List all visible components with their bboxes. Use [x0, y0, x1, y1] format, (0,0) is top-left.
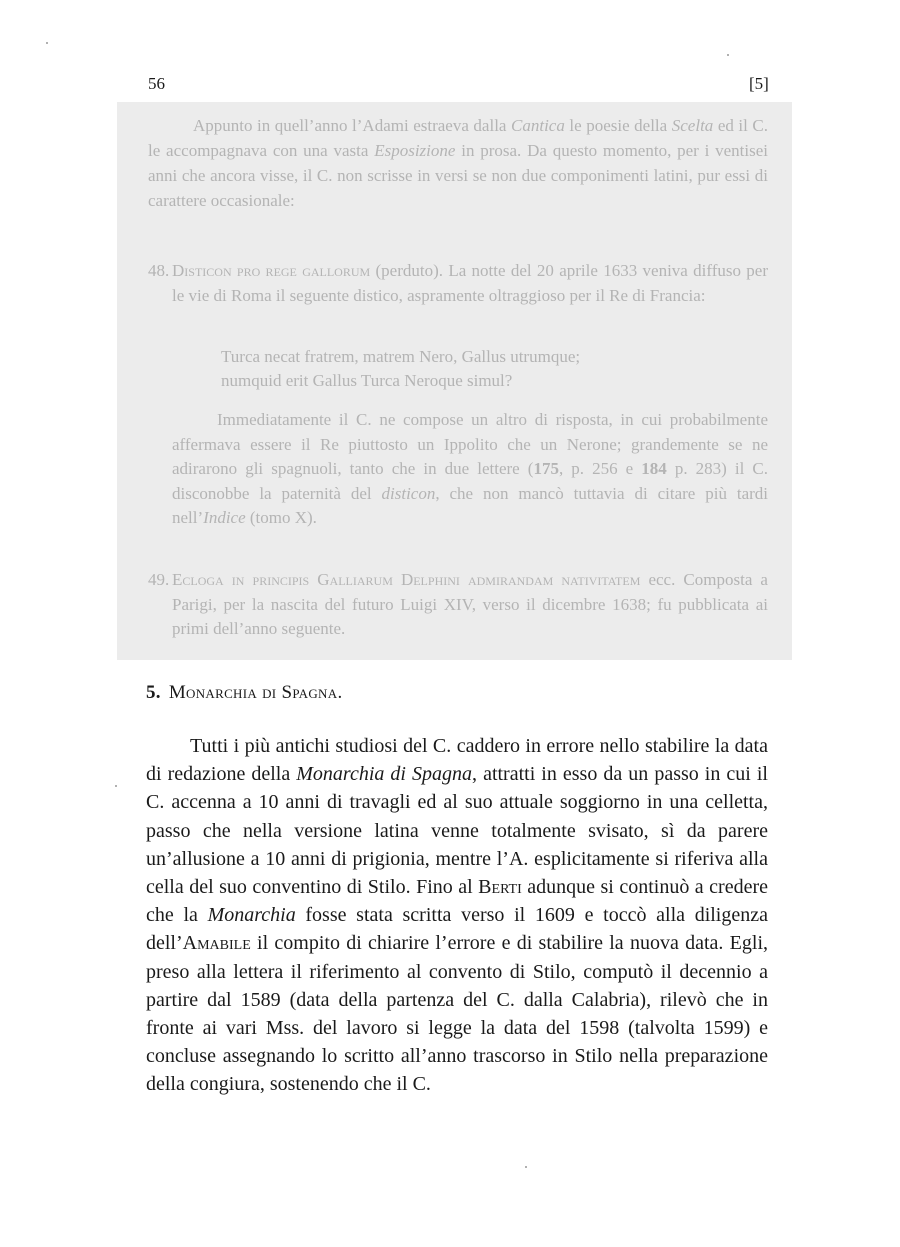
verse-line: numquid erit Gallus Turca Neroque simul? [221, 371, 513, 390]
speck [46, 42, 48, 44]
faded-text-block [117, 102, 792, 660]
speck [525, 1166, 527, 1168]
section-heading: 5. Monarchia di Spagna. [146, 682, 343, 703]
distich-verse [221, 345, 580, 393]
verse-line: Turca necat fratrem, matrem Nero, Gallus utrumque; [221, 347, 581, 366]
speck [115, 785, 117, 787]
faded-paragraph: Immediatamente il C. ne compose un altro di risposta, in cui probabilmente affermava essere il Re piuttosto un Ippolito che un Nerone; grandemente se ne adirarono gli spagnuoli, tanto che in due lettere (175, p. 256 e 184 p. 283) il C. disconobbe la paternità del disticon, che non mancò tuttavia di citare più tardi nell’Indice (tomo X). [172, 410, 769, 527]
entry-49: 49. Ecloga in principis Galliarum Delphini admirandam nativitatem ecc. Composta a Parigi, per la nascita del futuro Luigi XIV, verso il dicembre 1638; fu pubblicata ai primi dell’anno seguente. [148, 570, 768, 638]
page-number: 56 [148, 74, 165, 93]
entry-title: Ecloga in principis Galliarum Delphini admirandam nativitatem [172, 570, 641, 589]
faded-intro-paragraph: Appunto in quell’anno l’Adami estraeva dalla Cantica le poesie della Scelta ed il C. le accompagnava con una vasta Esposizione in prosa. Da questo momento, per i ventisei anni che ancora visse, il C. non scrisse in versi se non due componimenti latini, pur essi di carattere occasionale: [148, 116, 768, 210]
speck [727, 54, 729, 56]
entry-title: Disticon pro rege gallorum [172, 261, 371, 280]
entry-48: 48. Disticon pro rege gallorum (perduto). La notte del 20 aprile 1633 veniva diffuso per le vie di Roma il seguente distico, aspramente oltraggioso per il Re di Francia: [148, 261, 769, 305]
body-paragraph: Tutti i più antichi studiosi del C. caddero in errore nello stabilire la data di redazione della Monarchia di Spagna, attratti in esso da un passo in cui il C. accenna a 10 anni di travagli ed al suo attuale soggiorno in una celletta, passo che nella versione latina venne totalmente svisato, sì da parere un’allusione a 10 anni di prigionia, mentre l’A. esplicitamente si riferiva alla cella del suo conventino di Stilo. Fino al Berti adunque si continuò a credere che la Monarchia fosse stata scritta verso il 1609 e toccò alla diligenza dell’Amabile il compito di chiarire l’errore e di stabilire la nuova data. Egli, preso alla lettera il riferimento al convento di Stilo, computò il decennio a partire dal 1589 (data della partenza del C. dalla Calabria), rilevò che in fronte ai vari Mss. del lavoro si legge la data del 1598 (talvolta 1599) e concluse assegnando lo scritto all’anno trascorso in Stilo nella preparazione della congiura, sostenendo che il C. [146, 735, 768, 1096]
section-marker: [5] [749, 74, 769, 93]
